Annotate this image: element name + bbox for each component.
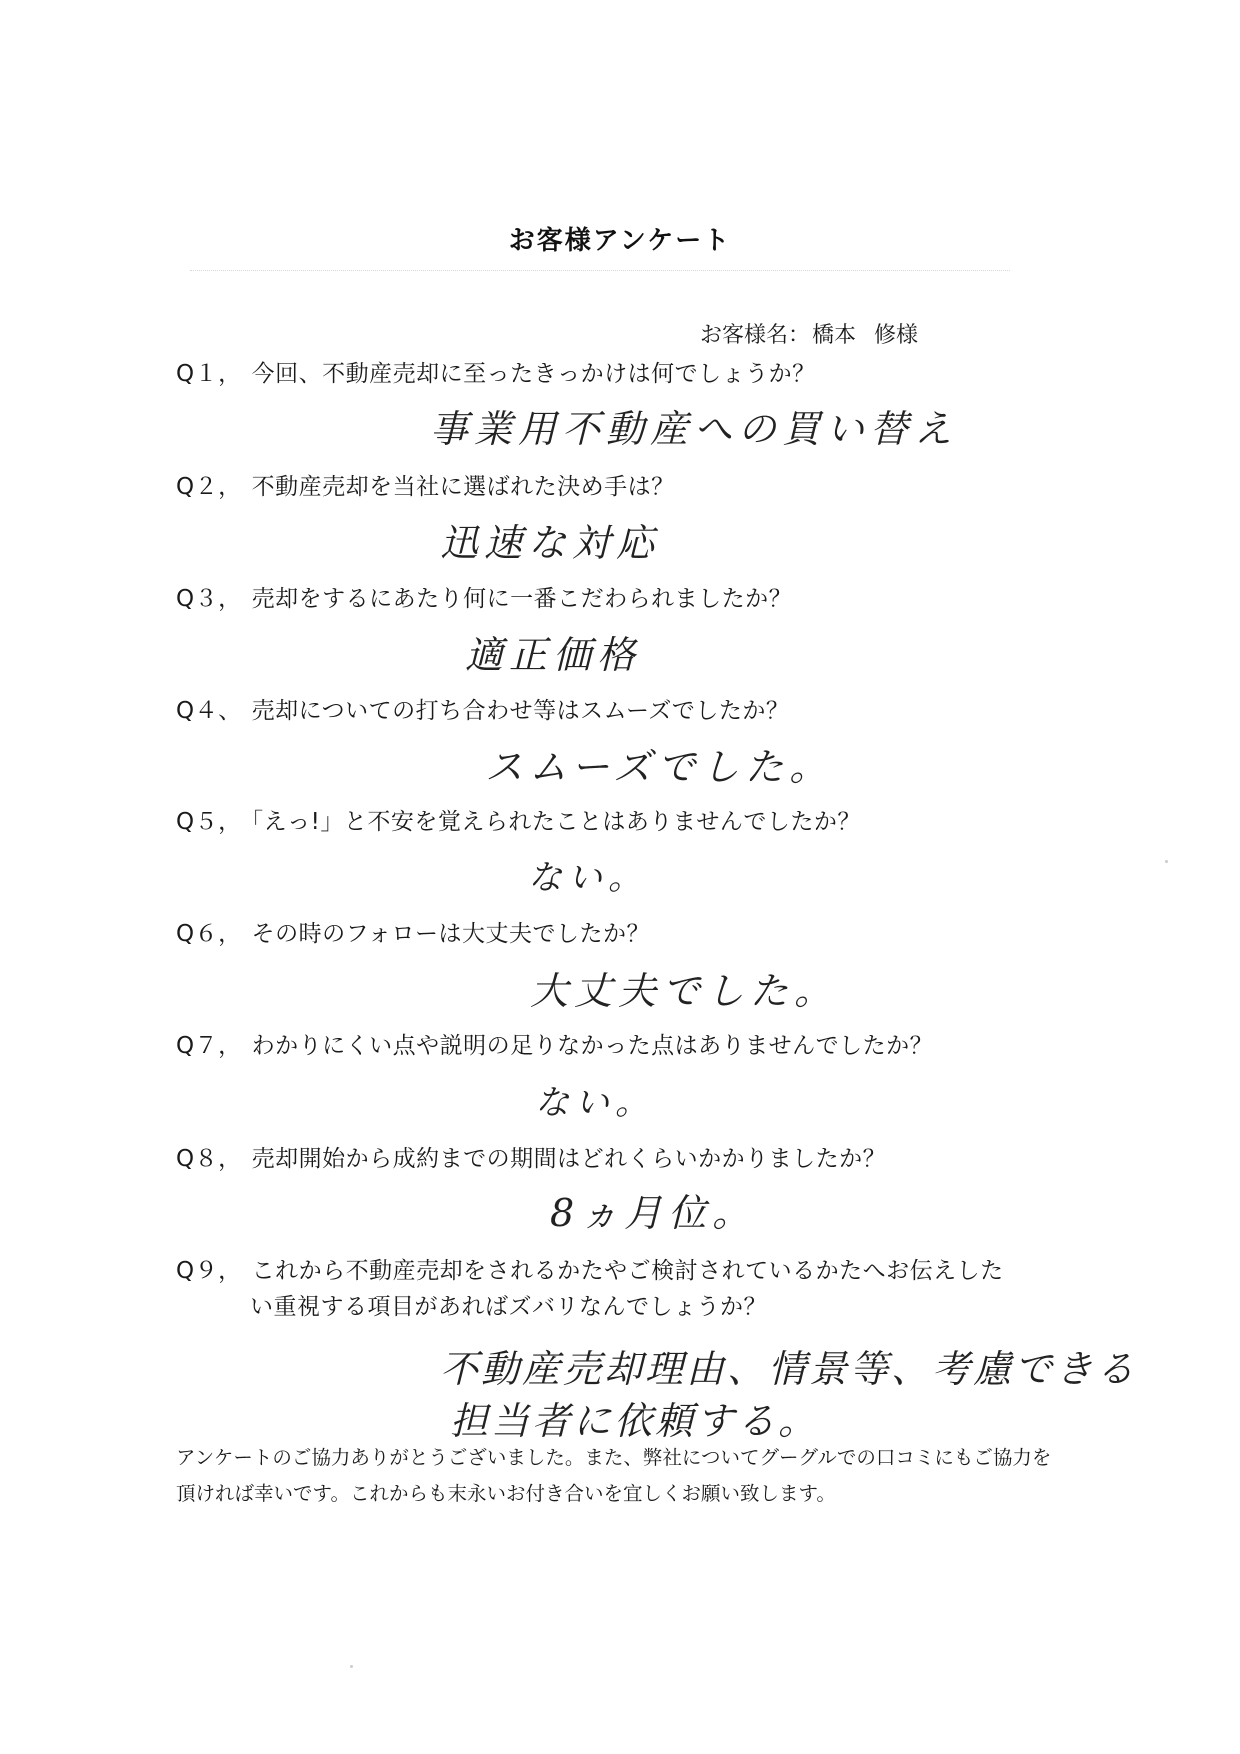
question-number: Q６， [176, 921, 242, 947]
question-text: 売却をするにあたり何に一番こだわられましたか？ [251, 586, 793, 612]
question-text: 「えっ!」と不安を覚えられたことはありませんでしたか？ [251, 809, 861, 835]
question-number: Q７， [176, 1033, 242, 1059]
question-number: Q２， [176, 474, 242, 500]
question-4 [176, 692, 789, 725]
question-number: Q１， [176, 361, 242, 387]
answer-1: 事業用不動産への買い替え [430, 407, 959, 451]
question-8 [176, 1140, 886, 1173]
title-divider [190, 270, 1010, 271]
closing-line-2: 頂ければ幸いです。これからも末永いお付き合いを宜しくお願い致します。 [176, 1482, 836, 1505]
question-2 [176, 468, 675, 501]
question-text: わかりにくい点や説明の足りなかった点はありませんでしたか？ [251, 1033, 934, 1059]
answer-6: 大丈夫でした。 [530, 969, 839, 1013]
answer-7: ない。 [535, 1083, 655, 1123]
question-number: Q５， [176, 809, 242, 835]
customer-name-label: お客様名： [700, 323, 811, 348]
question-text: 不動産売却を当社に選ばれた決め手は？ [251, 474, 675, 500]
question-number: Q４、 [176, 698, 242, 724]
answer-2: 迅速な対応 [440, 521, 661, 565]
question-number: Q８， [176, 1146, 242, 1172]
answer-5: ない。 [528, 858, 648, 898]
question-1 [176, 355, 816, 388]
answer-3: 適正価格 [465, 633, 642, 677]
scan-speck [1165, 860, 1168, 863]
closing-line-1: アンケートのご協力ありがとうございました。また、弊社についてグーグルでの口コミにもご協力を [176, 1446, 1052, 1469]
question-text: 売却についての打ち合わせ等はスムーズでしたか？ [251, 698, 790, 724]
question-3 [176, 580, 792, 613]
customer-name-line [700, 318, 918, 349]
question-text: 売却開始から成約までの期間はどれくらいかかりましたか？ [251, 1146, 887, 1172]
customer-given-name: 修様 [874, 323, 919, 348]
answer-4: スムーズでした。 [485, 745, 834, 789]
question-number: Q３， [176, 586, 242, 612]
question-5 [176, 803, 861, 836]
question-9-line-2: い重視する項目があればズバリなんでしょうか？ [250, 1294, 767, 1320]
question-text: これから不動産売却をされるかたやご検討されているかたへお伝えした [251, 1258, 1004, 1284]
question-text: その時のフォローは大丈夫でしたか？ [251, 921, 650, 947]
answer-8: 8ヵ月位。 [550, 1191, 757, 1235]
page-title: お客様アンケート [508, 226, 732, 256]
scan-speck [350, 1665, 353, 1668]
question-6 [176, 915, 650, 948]
question-number: Q９， [176, 1258, 242, 1284]
answer-9-line-1: 不動産売却理由、情景等、考慮できる [440, 1347, 1138, 1391]
question-7 [176, 1027, 933, 1060]
question-text: 今回、不動産売却に至ったきっかけは何でしょうか？ [251, 361, 816, 387]
question-9 [176, 1252, 1004, 1285]
customer-surname: 橋本 [812, 323, 857, 348]
answer-9-line-2: 担当者に依頼する。 [450, 1399, 820, 1443]
